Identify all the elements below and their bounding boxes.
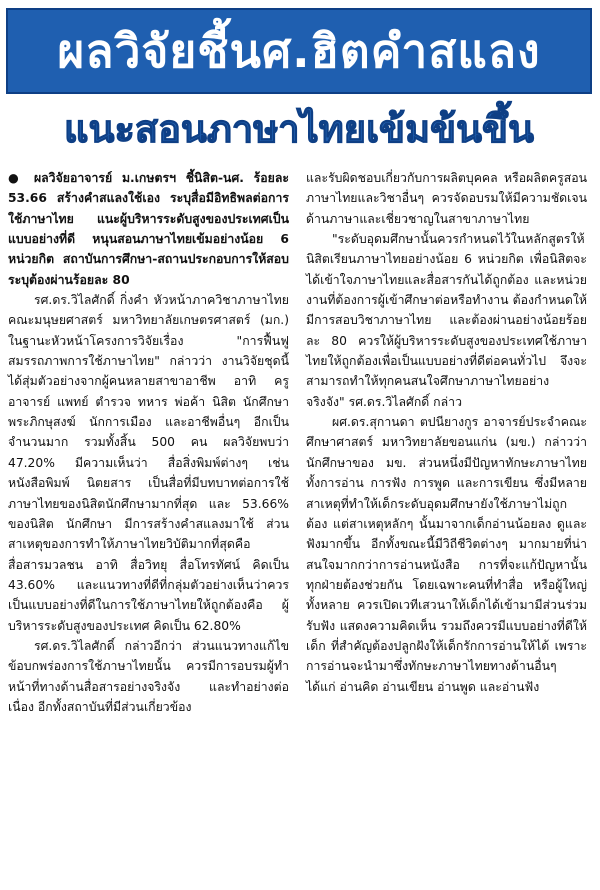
right-paragraph-1: "ระดับอุดมศึกษานั้นควรกำหนดไว้ในหลักสูตรให้นิสิตเรียนภาษาไทยอย่างน้อย 6 หน่วยกิต เพื่อนิสิตจะได้เข้าใจภาษาไทยและสื่อสารกันได้ถูกต้อง และหน่วยงานที่ต้องการผู้เข้าศึกษาต่อหรือทำงาน ต้องกำหนดให้มีการสอบวิชาภาษาไทย และต้องผ่านอย่างน้อยร้อยละ 80 ควรให้ผู้บริหารระดับสูงของประเทศใช้ภาษาไทยให้ถูกต้องเพื่อเป็นแบบอย่างที่ดีต่อคนทั่วไป จึงจะสามารถทำให้ทุกคนสนใจศึกษาภาษาไทยอย่างจริงจัง" รศ.ดร.วิไลศักดิ์ กล่าว xyxy=(306,232,587,409)
lead-text: ผลวิจัยอาจารย์ ม.เกษตรฯ ชี้นิสิต-นศ. ร้อยละ 53.66 สร้างคำสแลงใช้เอง ระบุสื่อมีอิทธิพลต่อการใช้ภาษาไทย แนะผู้บริหารระดับสูงของประเทศเป็นแบบอย่างที่ดี หนุนสอนภาษาไทยเข้มอย่างน้อย 6 หน่วยกิต สถาบันการศึกษา-สถานประกอบการให้สอบระบุต้องผ่านร้อยละ 80 xyxy=(8,171,290,287)
right-column xyxy=(306,168,587,697)
headline-banner xyxy=(6,8,592,94)
right-paragraph-0: และรับผิดชอบเกี่ยวกับการผลิตบุคคล หรือผลิตครูสอนภาษาไทยและวิชาอื่นๆ ควรจัดอบรมให้มีความชัดเจนด้านภาษาและเชี่ยวชาญในสาขาภาษาไทย xyxy=(306,171,587,226)
headline: ผลวิจัยชี้นศ.ฮิตคำสแลง xyxy=(57,23,541,78)
right-paragraph-2: ผศ.ดร.สุกานดา ตปนียางกูร อาจารย์ประจำคณะศึกษาศาสตร์ มหาวิทยาลัยขอนแก่น (มข.) กล่าวว่า นักศึกษาของ มข. ส่วนหนึ่งมีปัญหาทักษะภาษาไทย ทั้งการอ่าน การฟัง การพูด และการเขียน ซึ่งมีหลายสาเหตุที่ทำให้เด็กระดับอุดมศึกษายังใช้ภาษาไม่ถูกต้อง แต่สาเหตุหลักๆ นั้นมาจากเด็กอ่านน้อยลง ดูและฟังมากขึ้น อีกทั้งขณะนี้มีวิถีชีวิตต่างๆ มากมายที่น่าสนใจมากกว่าการอ่านหนังสือ การที่จะแก้ปัญหานั้นทุกฝ่ายต้องช่วยกัน โดยเฉพาะคนที่ทำสื่อ หรือผู้ใหญ่ทั้งหลาย ควรเปิดเวทีเสวนาให้เด็กได้เข้ามามีส่วนร่วมรับฟัง แสดงความคิดเห็น รวมถึงควรมีแบบอย่างที่ดีให้เด็ก ที่สำคัญต้องปลูกฝังให้เด็กรักการอ่านให้ได้ เพราะการอ่านจะนำมาซึ่งทักษะภาษาไทยทางด้านอื่นๆ ได้แก่ อ่านคิด อ่านเขียน อ่านพูด และอ่านฟัง xyxy=(306,415,587,694)
lead-paragraph xyxy=(8,168,289,290)
subheadline: แนะสอนภาษาไทยเข้มข้นขึ้น xyxy=(64,107,534,151)
left-paragraph-2: รศ.ดร.วิไลศักดิ์ กล่าวอีกว่า ส่วนแนวทางแก้ไขข้อบกพร่องการใช้ภาษาไทยนั้น ควรมีการอบรมผู้ทำหน้าที่ทางด้านสื่อสารอย่างจริงจัง และทำอย่างต่อเนื่อง อีกทั้งสถาบันที่มีส่วนเกี่ยวข้อง xyxy=(8,638,289,714)
left-column xyxy=(8,168,289,717)
left-paragraph-1: รศ.ดร.วิไลศักดิ์ กิ่งคำ หัวหน้าภาควิชาภาษาไทย คณะมนุษยศาสตร์ มหาวิทยาลัยเกษตรศาสตร์ (มก.) ในฐานะหัวหน้าโครงการวิจัยเรื่อง "การฟื้นฟูสมรรถภาพการใช้ภาษาไทย" กล่าวว่า งานวิจัยชุดนี้ได้สุ่มตัวอย่างจากผู้คนหลายสาขาอาชีพ อาทิ ครูอาจารย์ แพทย์ ตำรวจ ทหาร พ่อค้า นิสิต นักศึกษา พระภิกษุสงฆ์ นักการเมือง และอาชีพอื่นๆ อีกเป็นจำนวนมาก รวมทั้งสิ้น 500 คน ผลวิจัยพบว่า 47.20% มีความเห็นว่า สื่อสิ่งพิมพ์ต่างๆ เช่น หนังสือพิมพ์ นิตยสาร เป็นสื่อที่มีบทบาทต่อการใช้ภาษาไทยของนิสิตนักศึกษามากที่สุด และ 53.66% ของนิสิต นักศึกษา มีการสร้างคำสแลงมาใช้ ส่วนสาเหตุของการทำให้ภาษาไทยวิบัติมากที่สุดคือ สื่อสารมวลชน อาทิ สื่อวิทยุ สื่อโทรทัศน์ คิดเป็น 43.60% และแนวทางที่ดีที่กลุ่มตัวอย่างเห็นว่าควรเป็นแบบอย่างที่ดีในการใช้ภาษาไทยให้ถูกต้องคือ ผู้บริหารระดับสูงของประเทศ คิดเป็น 62.80% xyxy=(8,293,289,633)
bullet-icon: ● xyxy=(8,171,25,185)
